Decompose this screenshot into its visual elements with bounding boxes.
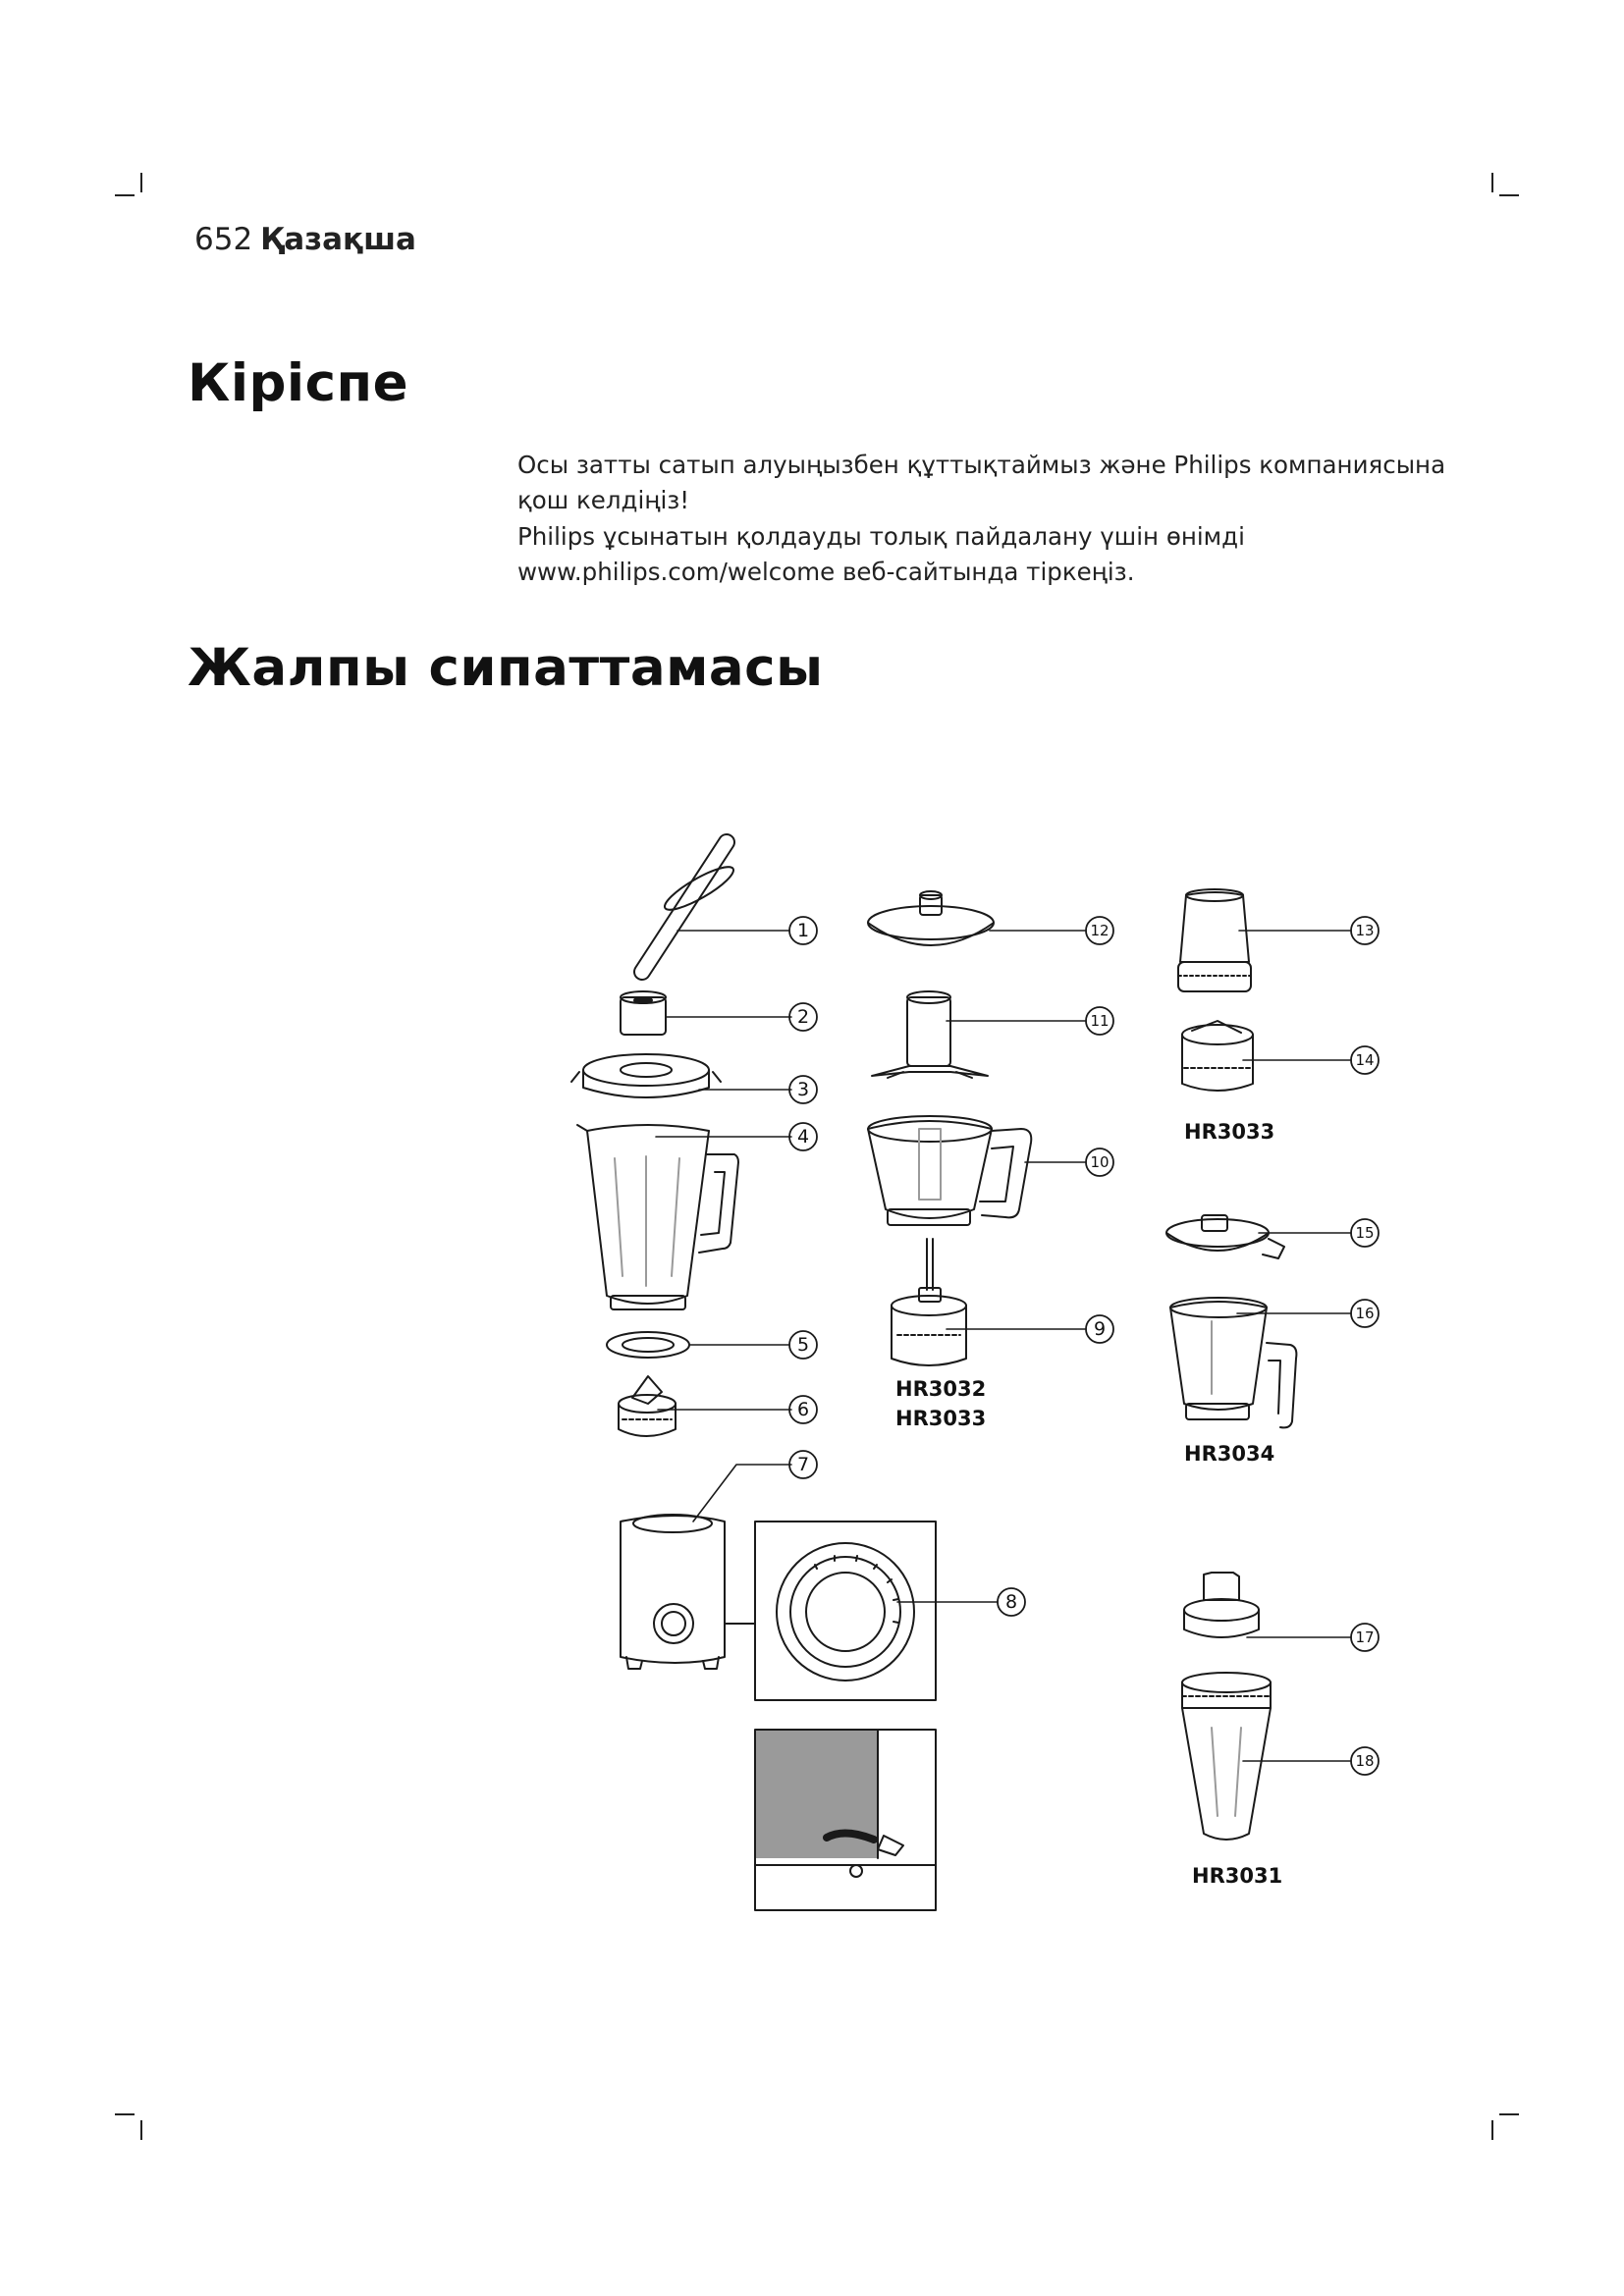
callout-11: 11 [1090, 1012, 1110, 1030]
tamper-drawing [642, 842, 738, 972]
chopper-bowl-drawing [868, 1116, 1031, 1225]
callout-12: 12 [1090, 922, 1110, 939]
model-label-hr3033-chopper: HR3033 [895, 1407, 987, 1430]
leader-lines [656, 931, 1351, 1761]
callout-5: 5 [796, 1334, 810, 1356]
callout-15: 15 [1355, 1224, 1375, 1242]
callout-4: 4 [796, 1126, 810, 1148]
callout-18: 18 [1355, 1752, 1375, 1770]
intro-heading: Кіріспе [188, 353, 409, 413]
callout-9: 9 [1093, 1318, 1107, 1340]
callout-6: 6 [796, 1399, 810, 1420]
chopper-lid-drawing [868, 891, 994, 945]
intro-paragraph-1: Осы затты сатып алуыңызбен құттықтаймыз және Philips компаниясына қош келдіңіз! [517, 451, 1446, 514]
mill-lid-drawing [1166, 1215, 1284, 1258]
control-knob-inset-drawing [725, 1522, 936, 1700]
grinder-blade-drawing [1182, 1021, 1253, 1091]
callout-7: 7 [796, 1454, 810, 1475]
chopper-blade-drawing [872, 991, 988, 1078]
jar-lid-drawing [571, 1054, 721, 1097]
bottle-lid-drawing [1184, 1573, 1259, 1637]
bottle-drawing [1182, 1673, 1271, 1840]
model-label-hr3034: HR3034 [1184, 1442, 1275, 1466]
callout-14: 14 [1355, 1051, 1375, 1069]
blender-jar-drawing [577, 1125, 738, 1309]
model-label-hr3032: HR3032 [895, 1377, 987, 1401]
callout-1: 1 [796, 920, 810, 941]
cord-storage-inset-drawing [755, 1730, 936, 1910]
callout-13: 13 [1355, 922, 1375, 939]
grinder-cup-drawing [1178, 889, 1251, 991]
callout-10: 10 [1090, 1153, 1110, 1171]
overview-heading: Жалпы сипаттамасы [188, 638, 824, 698]
language-label: Қазақша [260, 222, 416, 257]
model-label-hr3031: HR3031 [1192, 1864, 1283, 1888]
measuring-cap-drawing [621, 991, 666, 1035]
mill-jar-drawing [1170, 1298, 1296, 1427]
callout-8: 8 [1004, 1591, 1018, 1613]
callout-17: 17 [1355, 1629, 1375, 1646]
blade-unit-drawing [619, 1376, 676, 1436]
callout-2: 2 [796, 1006, 810, 1028]
callout-16: 16 [1355, 1305, 1375, 1322]
chopper-coupling-drawing [892, 1239, 966, 1365]
page-number: 652 [194, 222, 253, 257]
motor-unit-drawing [621, 1515, 725, 1669]
model-label-hr3033-grinder: HR3033 [1184, 1120, 1275, 1144]
intro-paragraph-2: Philips ұсынатын қолдауды толық пайдалану үшін өнімді www.philips.com/welcome веб-сайтында тіркеңіз. [517, 522, 1245, 586]
callout-3: 3 [796, 1079, 810, 1100]
sealing-ring-drawing [607, 1332, 689, 1358]
